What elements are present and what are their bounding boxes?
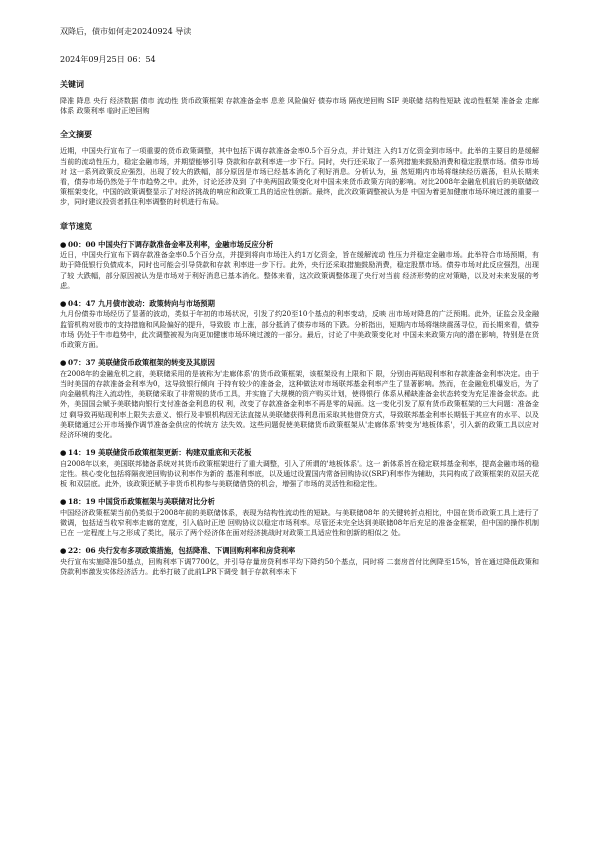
chapter-section — [60, 546, 539, 577]
chapter-heading-text: 00：00 中国央行下调存款准备金率及利率，金融市场反应分析 — [68, 239, 274, 249]
chapter-text: 央行宣布实施降准50基点，回购利率下调7700亿，并引导存量房贷利率平均下降约50个基点，同时将 二套房首付比例降至15%，旨在通过降低政策和贷款利率激发实体经济活力。此举打破了此前LPR下调受 制于存款利率未下 — [60, 556, 539, 577]
summary-heading: 全文摘要 — [60, 129, 92, 140]
chapter-heading — [60, 358, 539, 369]
chapters-heading: 章节速览 — [60, 220, 92, 231]
document-title: 双降后，债市如何走20240924 导读 — [60, 27, 192, 36]
keywords-heading: 关键词 — [60, 79, 84, 89]
chapter-heading-text: 07：37 美联储货币政策框架的转变及其原因 — [68, 358, 215, 368]
chapter-heading-text: 04：47 九月债市波动：政策转向与市场预期 — [68, 298, 215, 308]
chapter-section — [60, 497, 539, 538]
chapter-heading — [60, 240, 539, 251]
chapter-text: 近日，中国央行宣布下调存款准备金率0.5个百分点，并提到将向市场注入约1万亿资金，旨在缓解流动 性压力并稳定金融市场。此举符合市场预期，有助于降低银行负债成本，同时也可能会引导贷款和存款 利率进一步下行。此外，央行还采取措施鼓励消费，稳定股票市场。债券市场对此反应强烈，出现了较 大跌幅，部分原因被认为是市场对于利好消息已基本消化。整体来看，这次政策调整体现了央行对当前 经济形势的应对策略，以及对未来发展的考虑。 — [60, 250, 539, 290]
chapter-heading — [60, 546, 539, 557]
chapter-section — [60, 240, 539, 291]
chapter-text: 中国经济政策框架当前仍类似于2008年前的美联储体系，表现为结构性流动性的短缺。与美联储08年 的关键转折点相比，中国在货币政策工具上进行了微调，包括适当收窄利率走廊的宽度，引入临时正逆 回购协议以稳定市场利率。尽管还未完全达到美联储08年后充足的准备金框架，但中国的操作机制已在 一定程度上与之形成了类比，展示了两个经济体在面对经济挑战时对政策工具适应性和创新的相似之 处。 — [60, 507, 539, 538]
chapter-section — [60, 358, 539, 440]
keywords-text: 降准 降息 央行 经济数据 债市 流动性 货币政策框架 存款准备金率 息差 风险偏好 债券市场 隔夜逆回购 SIF 美联储 结构性短缺 流动性框架 准备金 走廊体系 政策利率 临时正逆回购 — [60, 96, 539, 116]
summary-text: 近期，中国央行宣布了一项重要的货币政策调整，其中包括下调存款准备金率0.5个百分点，并计划注 入约1万亿资金到市场中。此举的主要目的是缓解当前的流动性压力，稳定金融市场，并期望能够引导 贷款和存款利率进一步下行。同时，央行还采取了一系列措施来鼓励消费和稳定股票市场。债券市场对 这一系列政策反应强烈，出现了较大的跌幅，部分原因是市场已经基本消化了利好消息。分析认为，虽 然短期内市场将继续经历震荡，但从长期来看，债券市场仍然处于牛市趋势之中。此外，讨论还涉及到 了中美两国政策变化对中国未来货币政策方向的影响。对比2008年金融危机前后的美联储政策框架变化，中国的政策调整显示了对经济挑战的响应和政策工具的适应性创新。最终，此次政策调整被认为是 中国为着更加健康市场环境过渡的重要一步，同时建议投资者抓住利率调整的时机进行布局。 — [60, 146, 539, 207]
chapter-text: 九月份债券市场经历了显著的波动，类似于年初的市场状况，引发了约20至10个基点的利率变动，反映 出市场对降息的广泛预期。此外，证监会及金融监管机构对股市的支持措施和风险偏好的提升，导致股 市上涨，部分抵消了债券市场的下跌。分析指出，短期内市场将继续震荡寻位，而长期来看，债券市场 仍处于牛市趋势中，此次调整被视为向更加健康市场环境过渡的一部分。最后，讨论了中美政策变化对 中国未来政策方向的潜在影响，特别是在货币政策方面。 — [60, 309, 539, 350]
chapter-section — [60, 448, 539, 489]
bullet-icon: ● — [60, 546, 67, 556]
bullet-icon: ● — [60, 358, 67, 368]
chapter-heading-text: 14：19 美联储货币政策框架更新：构建双重底和天花板 — [68, 448, 252, 458]
bullet-icon: ● — [60, 298, 67, 308]
chapter-heading-text: 18：19 中国货币政策框架与美联储对比分析 — [68, 497, 215, 507]
chapter-text: 在2008年的金融危机之前，美联储采用的是被称为'走廊体系'的货币政策框架，该框架设有上限和下 限，分别由再贴现利率和存款准备金利率决定。由于当时美国的存款准备金利率为0，这导致银行倾向 于持有较少的准备金，这种做法对市场联邦基金利率产生了显著影响。然而，在金融危机爆发后，为了 向金融机构注入流动性，美联储采取了非常规的货币工具，并实施了大规模的资产购买计划，使得银行 体系从稀缺准备金状态转变为充足准备金状态。此外，美国国会赋予美联储向银行支付准备金利息的权 利，改变了存款准备金利率不再是零的局面。这一变化引发了原有货币政策框架的三大问题：准备金过 剩导致再贴现利率上限失去意义、银行及非银机构因无法直接从美联储获得利息而采取其他借贷方式，导致联邦基金利率长期低于其应有的水平、以及美联储通过公开市场操作调节准备金供应的传统方 法失效。这些问题促使美联储货币政策框架从'走廊体系'转变为'地板体系'，引入新的政策工具以应对 经济环境的变化。 — [60, 368, 539, 439]
chapter-text: 自2008年以来，美国联邦储备系统对其货币政策框架进行了重大调整，引入了所谓的'地板体系'。这一 新体系旨在稳定联邦基金利率，提高金融市场的稳定性。核心变化包括将隔夜逆回购协议利率作为新的 基准利率底，以及通过设置国内常备回购协议(SRF)利率作为辅助，共同构成了政策框架的双层天花板 和双层底。此外，该政策还赋予非货币机构参与美联储借贷的机会，增强了市场的灵活性和稳定性。 — [60, 458, 539, 489]
bullet-icon: ● — [60, 497, 67, 507]
publish-datetime: 2024年09月25日 06：54 — [60, 55, 156, 64]
bullet-icon: ● — [60, 448, 67, 458]
chapter-heading — [60, 448, 539, 459]
chapter-heading-text: 22：06 央行发布多项政策措施，包括降准、下调回购利率和房贷利率 — [68, 546, 296, 556]
chapter-section — [60, 299, 539, 350]
chapter-heading — [60, 497, 539, 508]
bullet-icon: ● — [60, 239, 67, 249]
chapter-heading — [60, 299, 539, 310]
